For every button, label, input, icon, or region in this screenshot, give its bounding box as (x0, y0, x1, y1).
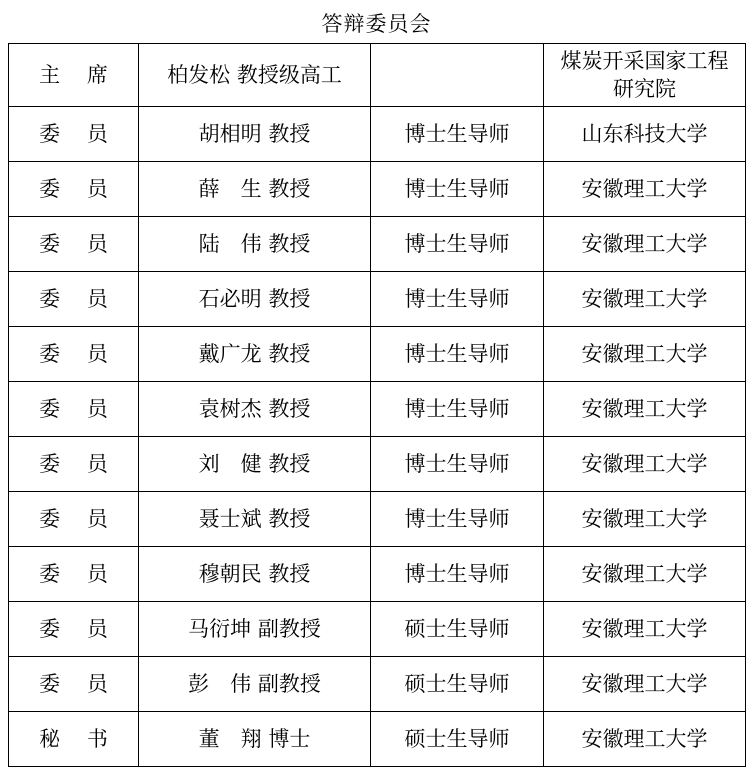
name-cell: 薛 生 教授 (139, 162, 371, 217)
name-cell: 戴广龙 教授 (139, 327, 371, 382)
org-cell: 安徽理工大学 (544, 382, 746, 437)
table-row-secretary (9, 712, 746, 767)
name-cell: 石必明 教授 (139, 272, 371, 327)
table-row (9, 437, 746, 492)
table-row-chair (9, 44, 746, 107)
role-cell: 委 员 (9, 162, 139, 217)
title-cell: 博士生导师 (371, 162, 544, 217)
role-cell: 委 员 (9, 492, 139, 547)
name-cell: 胡相明 教授 (139, 107, 371, 162)
role-cell: 委 员 (9, 272, 139, 327)
role-cell: 主 席 (9, 44, 139, 107)
role-cell: 委 员 (9, 217, 139, 272)
title-cell: 博士生导师 (371, 327, 544, 382)
name-cell: 柏发松 教授级高工 (139, 44, 371, 107)
name-cell: 陆 伟 教授 (139, 217, 371, 272)
title-cell: 博士生导师 (371, 217, 544, 272)
org-cell: 安徽理工大学 (544, 602, 746, 657)
table-row (9, 492, 746, 547)
title-cell: 博士生导师 (371, 107, 544, 162)
role-cell: 委 员 (9, 657, 139, 712)
name-cell: 袁树杰 教授 (139, 382, 371, 437)
role-cell: 委 员 (9, 437, 139, 492)
role-cell: 委 员 (9, 107, 139, 162)
title-cell: 博士生导师 (371, 272, 544, 327)
name-cell: 穆朝民 教授 (139, 547, 371, 602)
table-row (9, 327, 746, 382)
org-cell: 安徽理工大学 (544, 712, 746, 767)
name-cell: 聂士斌 教授 (139, 492, 371, 547)
table-row (9, 547, 746, 602)
org-cell: 山东科技大学 (544, 107, 746, 162)
name-cell: 彭 伟 副教授 (139, 657, 371, 712)
org-cell: 安徽理工大学 (544, 217, 746, 272)
title-cell: 硕士生导师 (371, 712, 544, 767)
org-cell: 安徽理工大学 (544, 272, 746, 327)
title-cell: 硕士生导师 (371, 657, 544, 712)
org-cell: 安徽理工大学 (544, 657, 746, 712)
name-cell: 董 翔 博士 (139, 712, 371, 767)
committee-table (8, 43, 746, 767)
table-row (9, 107, 746, 162)
title-cell: 硕士生导师 (371, 602, 544, 657)
title-cell: 博士生导师 (371, 492, 544, 547)
title-cell (371, 44, 544, 107)
org-cell: 安徽理工大学 (544, 162, 746, 217)
role-cell: 秘 书 (9, 712, 139, 767)
role-cell: 委 员 (9, 547, 139, 602)
table-row (9, 162, 746, 217)
table-row (9, 602, 746, 657)
name-cell: 刘 健 教授 (139, 437, 371, 492)
table-row (9, 217, 746, 272)
title-cell: 博士生导师 (371, 382, 544, 437)
document-title: 答辩委员会 (321, 12, 432, 36)
org-cell: 安徽理工大学 (544, 327, 746, 382)
role-cell: 委 员 (9, 327, 139, 382)
org-cell: 安徽理工大学 (544, 437, 746, 492)
org-cell: 煤炭开采国家工程研究院 (544, 44, 746, 107)
org-cell: 安徽理工大学 (544, 492, 746, 547)
role-cell: 委 员 (9, 602, 139, 657)
table-row (9, 382, 746, 437)
table-row (9, 272, 746, 327)
role-cell: 委 员 (9, 382, 139, 437)
name-cell: 马衍坤 副教授 (139, 602, 371, 657)
table-row (9, 657, 746, 712)
title-cell: 博士生导师 (371, 547, 544, 602)
title-cell: 博士生导师 (371, 437, 544, 492)
org-cell: 安徽理工大学 (544, 547, 746, 602)
